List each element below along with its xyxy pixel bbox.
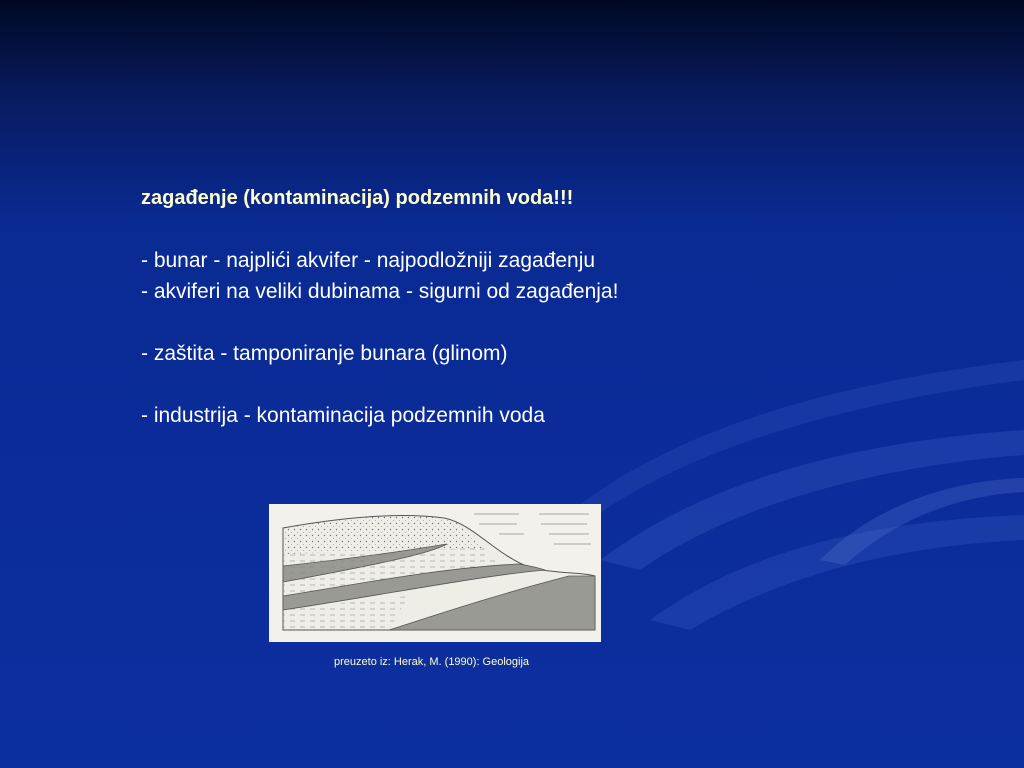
aquifer-layers-drawing	[269, 504, 601, 642]
bullet-industrija: - industrija - kontaminacija podzemnih voda	[141, 404, 545, 427]
figure-caption: preuzeto iz: Herak, M. (1990): Geologija	[334, 656, 530, 668]
geology-cross-section-image	[269, 504, 601, 642]
slide-title: zagađenje (kontaminacija) podzemnih voda!!!	[141, 187, 574, 209]
bullet-akviferi: - akviferi na veliki dubinama - sigurni od zagađenja!	[141, 280, 619, 303]
bullet-bunar: - bunar - najplići akvifer - najpodložniji zagađenju	[141, 249, 596, 272]
bullet-zastita: - zaštita - tamponiranje bunara (glinom)	[141, 342, 508, 365]
slide-text-block	[141, 183, 901, 431]
